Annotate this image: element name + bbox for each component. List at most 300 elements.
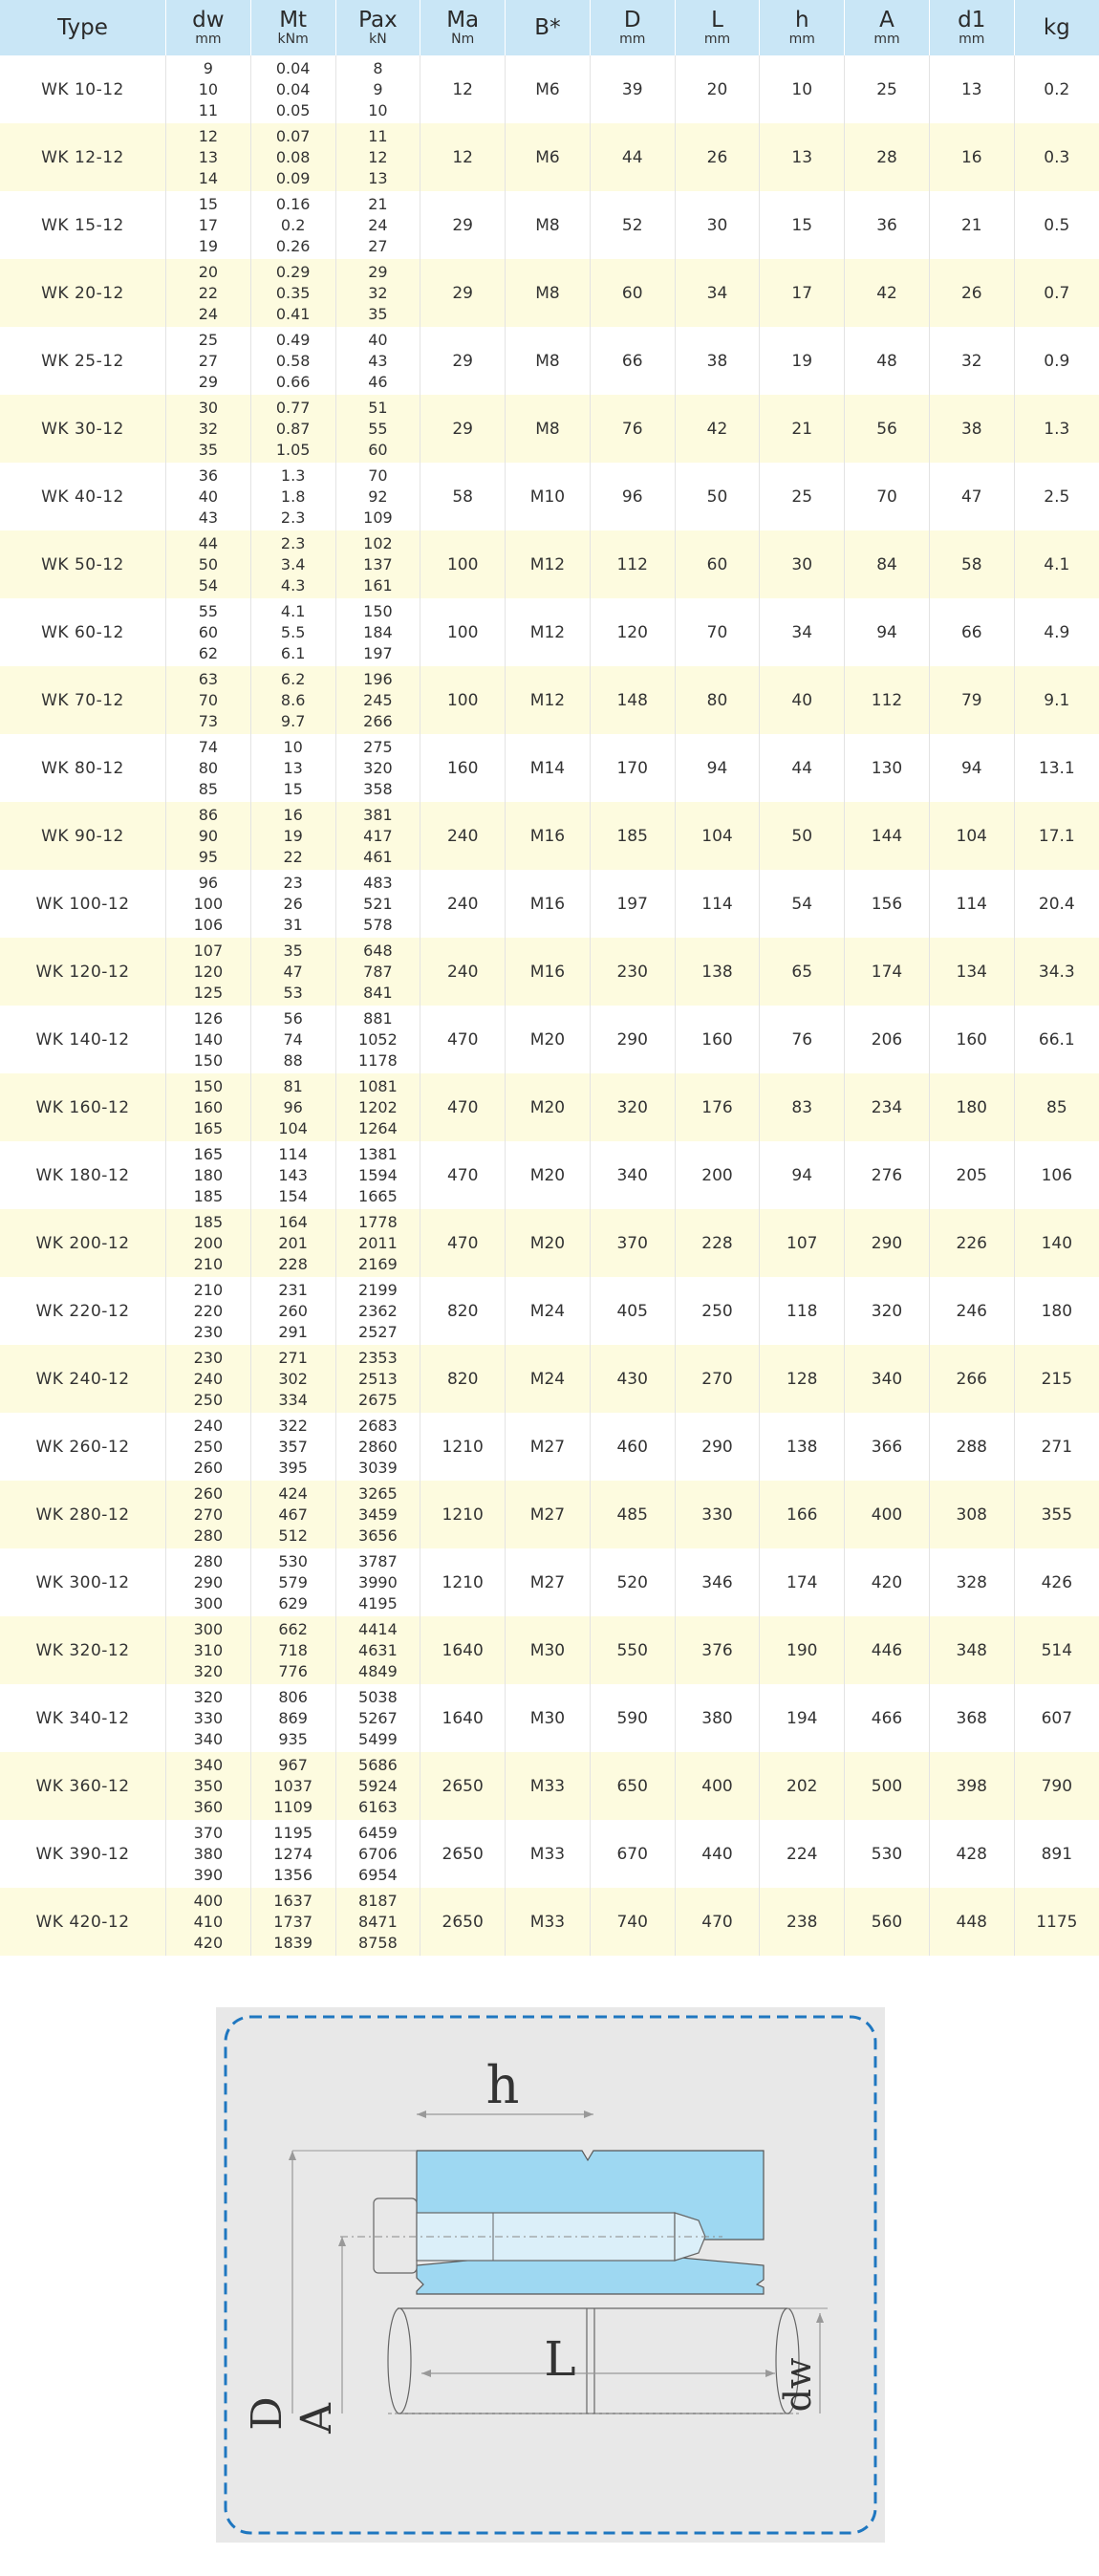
pax-cell-value: 29 (368, 262, 388, 281)
type-cell: WK 25-12 (0, 327, 166, 395)
d-cell: 520 (590, 1548, 675, 1616)
h-cell: 10 (760, 55, 845, 123)
d1-cell: 226 (929, 1209, 1014, 1277)
d-cell: 148 (590, 666, 675, 734)
header-unit: mm (873, 32, 900, 47)
a-cell: 42 (845, 259, 930, 327)
dw-cell-value: 63 (198, 669, 219, 688)
d1-cell: 26 (929, 259, 1014, 327)
pax-cell-value: 161 (363, 575, 393, 595)
dw-cell-value: 24 (198, 304, 219, 323)
pax-cell-value: 6459 (358, 1823, 398, 1842)
table-row (0, 463, 1099, 530)
dw-cell-value: 40 (198, 487, 219, 506)
table-row (0, 327, 1099, 395)
h-cell: 50 (760, 802, 845, 870)
kg-cell: 0.5 (1014, 191, 1099, 259)
type-cell: WK 420-12 (0, 1888, 166, 1956)
kg-cell: 66.1 (1014, 1006, 1099, 1073)
h-cell: 107 (760, 1209, 845, 1277)
header-label: h (794, 8, 809, 32)
d-cell: 670 (590, 1820, 675, 1888)
table-row (0, 530, 1099, 598)
mt-cell-value: 0.07 (275, 126, 311, 145)
l-cell: 200 (675, 1141, 760, 1209)
a-cell: 206 (845, 1006, 930, 1073)
kg-cell: 4.9 (1014, 598, 1099, 666)
pax-cell-value: 4195 (358, 1593, 398, 1613)
dw-cell-value: 27 (198, 351, 219, 370)
type-cell: WK 280-12 (0, 1481, 166, 1548)
pax-cell-value: 5686 (358, 1755, 398, 1774)
d-cell: 405 (590, 1277, 675, 1345)
d-cell: 430 (590, 1345, 675, 1413)
dw-cell-value: 180 (193, 1165, 224, 1184)
kg-cell: 2.5 (1014, 463, 1099, 530)
dw-cell-value: 95 (198, 847, 219, 866)
mt-cell-value: 114 (278, 1144, 308, 1163)
bolt-cell: M16 (506, 938, 591, 1006)
dw-cell (166, 327, 251, 395)
kg-cell: 271 (1014, 1413, 1099, 1481)
header-unit: mm (619, 32, 646, 47)
mt-cell (250, 1209, 335, 1277)
pax-cell-value: 6706 (358, 1844, 398, 1863)
dw-cell-value: 20 (198, 262, 219, 281)
mt-cell-value: 629 (278, 1593, 308, 1613)
ma-cell: 12 (420, 123, 506, 191)
kg-cell: 215 (1014, 1345, 1099, 1413)
dw-cell-value: 73 (198, 711, 219, 730)
header-cell (0, 0, 166, 55)
ma-cell: 12 (420, 55, 506, 123)
dw-cell-value: 220 (193, 1301, 224, 1320)
ma-cell: 100 (420, 598, 506, 666)
type-cell: WK 15-12 (0, 191, 166, 259)
l-cell: 228 (675, 1209, 760, 1277)
type-cell: WK 40-12 (0, 463, 166, 530)
table-row (0, 1752, 1099, 1820)
d1-cell: 16 (929, 123, 1014, 191)
dw-cell-value: 320 (193, 1661, 224, 1680)
pax-cell-value: 4414 (358, 1619, 398, 1638)
d-cell: 52 (590, 191, 675, 259)
mt-cell-value: 35 (283, 941, 303, 960)
pax-cell-value: 6163 (358, 1797, 398, 1816)
ma-cell: 58 (420, 463, 506, 530)
l-cell: 104 (675, 802, 760, 870)
pax-cell-value: 12 (368, 147, 388, 166)
a-cell: 446 (845, 1616, 930, 1684)
pax-cell-value: 8471 (358, 1912, 398, 1931)
pax-cell-value: 51 (368, 398, 388, 417)
dw-cell-value: 62 (198, 643, 219, 662)
bolt-cell: M8 (506, 191, 591, 259)
h-cell: 65 (760, 938, 845, 1006)
ma-cell: 1210 (420, 1548, 506, 1616)
dw-cell (166, 666, 251, 734)
bolt-cell: M30 (506, 1616, 591, 1684)
d1-cell: 180 (929, 1073, 1014, 1141)
header-label: kg (1043, 15, 1070, 40)
d-cell: 340 (590, 1141, 675, 1209)
d1-cell: 246 (929, 1277, 1014, 1345)
pax-cell-value: 787 (363, 962, 393, 981)
pax-cell (335, 734, 420, 802)
mt-cell-value: 579 (278, 1572, 308, 1591)
header-cell (335, 0, 420, 55)
bolt-cell: M10 (506, 463, 591, 530)
kg-cell: 1.3 (1014, 395, 1099, 463)
d-cell: 230 (590, 938, 675, 1006)
header-label: Ma (446, 8, 480, 32)
pax-cell (335, 938, 420, 1006)
l-cell: 470 (675, 1888, 760, 1956)
pax-cell-value: 266 (363, 711, 393, 730)
pax-cell-value: 320 (363, 758, 393, 777)
mt-cell-value: 10 (283, 737, 303, 756)
bolt-cell: M16 (506, 870, 591, 938)
mt-cell (250, 938, 335, 1006)
mt-cell-value: 0.16 (275, 194, 311, 213)
d1-cell: 266 (929, 1345, 1014, 1413)
type-cell: WK 50-12 (0, 530, 166, 598)
mt-cell (250, 666, 335, 734)
mt-cell-value: 201 (278, 1233, 308, 1252)
mt-cell-value: 19 (283, 826, 303, 845)
mt-cell-value: 0.87 (275, 419, 311, 438)
pax-cell (335, 1481, 420, 1548)
a-cell: 290 (845, 1209, 930, 1277)
a-cell: 130 (845, 734, 930, 802)
a-cell: 420 (845, 1548, 930, 1616)
dw-cell-value: 185 (193, 1212, 224, 1231)
pax-cell (335, 802, 420, 870)
table-row (0, 191, 1099, 259)
header-cell (420, 0, 506, 55)
mt-cell-value: 0.04 (275, 79, 311, 98)
bolt-cell: M20 (506, 1209, 591, 1277)
table-row (0, 870, 1099, 938)
d1-cell: 13 (929, 55, 1014, 123)
pax-cell-value: 358 (363, 779, 393, 798)
dw-cell-value: 260 (193, 1483, 224, 1503)
mt-cell-value: 143 (278, 1165, 308, 1184)
table-row (0, 395, 1099, 463)
mt-cell-value: 322 (278, 1416, 308, 1435)
bolt-cell: M20 (506, 1141, 591, 1209)
a-cell: 366 (845, 1413, 930, 1481)
mt-cell-value: 0.2 (280, 215, 306, 234)
dw-cell-value: 29 (198, 372, 219, 391)
dw-cell-value: 35 (198, 440, 219, 459)
l-cell: 60 (675, 530, 760, 598)
mt-cell-value: 4.1 (280, 601, 306, 620)
mt-cell-value: 154 (278, 1186, 308, 1205)
mt-cell-value: 88 (283, 1050, 303, 1070)
dw-cell-value: 126 (193, 1008, 224, 1028)
kg-cell: 0.3 (1014, 123, 1099, 191)
pax-cell-value: 8758 (358, 1933, 398, 1952)
bolt-cell: M12 (506, 598, 591, 666)
d1-cell: 32 (929, 327, 1014, 395)
dw-cell-value: 150 (193, 1076, 224, 1095)
kg-cell: 355 (1014, 1481, 1099, 1548)
header-label: d1 (958, 8, 986, 32)
table-row (0, 1413, 1099, 1481)
mt-cell-value: 31 (283, 915, 303, 934)
pax-cell-value: 2683 (358, 1416, 398, 1435)
a-cell: 530 (845, 1820, 930, 1888)
type-cell: WK 200-12 (0, 1209, 166, 1277)
pax-cell (335, 1209, 420, 1277)
mt-cell-value: 0.29 (275, 262, 311, 281)
pax-cell-value: 40 (368, 330, 388, 349)
h-cell: 15 (760, 191, 845, 259)
mt-cell (250, 1481, 335, 1548)
dw-cell (166, 395, 251, 463)
table-row (0, 1209, 1099, 1277)
dw-cell-value: 210 (193, 1254, 224, 1273)
d-cell: 290 (590, 1006, 675, 1073)
type-cell: WK 360-12 (0, 1752, 166, 1820)
l-cell: 270 (675, 1345, 760, 1413)
mt-cell (250, 1277, 335, 1345)
mt-cell-value: 271 (278, 1348, 308, 1367)
type-cell: WK 260-12 (0, 1413, 166, 1481)
mt-cell-value: 1.05 (275, 440, 311, 459)
l-cell: 176 (675, 1073, 760, 1141)
header-cell (845, 0, 930, 55)
d-cell: 76 (590, 395, 675, 463)
pax-cell-value: 2011 (358, 1233, 398, 1252)
pax-cell-value: 1381 (358, 1144, 398, 1163)
dw-cell-value: 200 (193, 1233, 224, 1252)
pax-cell-value: 10 (368, 100, 388, 119)
dw-cell-value: 55 (198, 601, 219, 620)
pax-cell (335, 1820, 420, 1888)
kg-cell: 790 (1014, 1752, 1099, 1820)
ma-cell: 2650 (420, 1752, 506, 1820)
a-cell: 56 (845, 395, 930, 463)
dw-cell (166, 530, 251, 598)
h-cell: 34 (760, 598, 845, 666)
mt-cell-value: 512 (278, 1526, 308, 1545)
dw-cell-value: 100 (193, 894, 224, 913)
pax-cell-value: 1202 (358, 1097, 398, 1116)
mt-cell-value: 1.8 (280, 487, 306, 506)
header-unit: mm (195, 32, 222, 47)
dw-cell (166, 802, 251, 870)
header-unit: kN (369, 32, 387, 47)
dw-cell-value: 120 (193, 962, 224, 981)
header-unit: mm (703, 32, 731, 47)
pax-cell-value: 2353 (358, 1348, 398, 1367)
dw-cell-value: 11 (198, 100, 219, 119)
header-unit: kNm (277, 32, 309, 47)
dw-cell-value: 86 (198, 805, 219, 824)
d-cell: 197 (590, 870, 675, 938)
dw-cell-value: 210 (193, 1280, 224, 1299)
dw-cell-value: 19 (198, 236, 219, 255)
kg-cell: 140 (1014, 1209, 1099, 1277)
mt-cell-value: 662 (278, 1619, 308, 1638)
mt-cell-value: 3.4 (280, 554, 306, 574)
mt-cell (250, 1752, 335, 1820)
h-cell: 25 (760, 463, 845, 530)
d1-cell: 47 (929, 463, 1014, 530)
mt-cell (250, 123, 335, 191)
dw-cell-value: 300 (193, 1593, 224, 1613)
l-cell: 80 (675, 666, 760, 734)
pax-cell-value: 461 (363, 847, 393, 866)
bolt-cell: M12 (506, 530, 591, 598)
ma-cell: 2650 (420, 1888, 506, 1956)
pax-cell-value: 2675 (358, 1390, 398, 1409)
pax-cell-value: 70 (368, 465, 388, 485)
bolt-cell: M27 (506, 1481, 591, 1548)
ma-cell: 29 (420, 327, 506, 395)
a-cell: 36 (845, 191, 930, 259)
dw-cell-value: 90 (198, 826, 219, 845)
bolt-cell: M16 (506, 802, 591, 870)
d-cell: 170 (590, 734, 675, 802)
dw-cell-value: 96 (198, 873, 219, 892)
bolt-cell: M33 (506, 1820, 591, 1888)
pax-cell-value: 5499 (358, 1729, 398, 1748)
mt-cell-value: 1195 (273, 1823, 312, 1842)
mt-cell-value: 2.3 (280, 508, 306, 527)
pax-cell-value: 137 (363, 554, 393, 574)
ma-cell: 470 (420, 1073, 506, 1141)
header-cell (166, 0, 251, 55)
ma-cell: 240 (420, 870, 506, 938)
bolt-cell: M6 (506, 55, 591, 123)
type-cell: WK 120-12 (0, 938, 166, 1006)
mt-cell-value: 104 (278, 1118, 308, 1137)
dw-cell-value: 330 (193, 1708, 224, 1727)
mt-cell-value: 1637 (273, 1891, 312, 1910)
kg-cell: 106 (1014, 1141, 1099, 1209)
pax-cell-value: 8 (373, 58, 383, 77)
bolt-cell: M33 (506, 1888, 591, 1956)
d1-cell: 114 (929, 870, 1014, 938)
mt-cell-value: 0.66 (275, 372, 311, 391)
mt-cell (250, 1073, 335, 1141)
pax-cell-value: 43 (368, 351, 388, 370)
kg-cell: 607 (1014, 1684, 1099, 1752)
bolt-cell: M8 (506, 259, 591, 327)
dw-cell (166, 259, 251, 327)
header-label: Mt (279, 8, 308, 32)
mt-cell-value: 16 (283, 805, 303, 824)
bolt-cell: M20 (506, 1006, 591, 1073)
dw-cell-value: 260 (193, 1458, 224, 1477)
dw-cell-value: 14 (198, 168, 219, 187)
dw-cell-value: 185 (193, 1186, 224, 1205)
d1-cell: 58 (929, 530, 1014, 598)
mt-cell-value: 8.6 (280, 690, 306, 709)
kg-cell: 891 (1014, 1820, 1099, 1888)
l-cell: 250 (675, 1277, 760, 1345)
mt-cell (250, 327, 335, 395)
d1-cell: 368 (929, 1684, 1014, 1752)
dw-cell (166, 1820, 251, 1888)
a-cell: 70 (845, 463, 930, 530)
pax-cell-value: 5038 (358, 1687, 398, 1706)
mt-cell-value: 260 (278, 1301, 308, 1320)
dw-cell (166, 1616, 251, 1684)
ma-cell: 470 (420, 1141, 506, 1209)
mt-cell (250, 598, 335, 666)
a-cell: 560 (845, 1888, 930, 1956)
mt-cell-value: 935 (278, 1729, 308, 1748)
bolt-cell: M8 (506, 395, 591, 463)
pax-cell-value: 245 (363, 690, 393, 709)
d1-cell: 104 (929, 802, 1014, 870)
mt-cell-value: 776 (278, 1661, 308, 1680)
mt-cell-value: 0.08 (275, 147, 311, 166)
d1-cell: 428 (929, 1820, 1014, 1888)
header-label: dw (192, 8, 225, 32)
pax-cell (335, 259, 420, 327)
table-row (0, 802, 1099, 870)
mt-cell-value: 96 (283, 1097, 303, 1116)
mt-cell-value: 395 (278, 1458, 308, 1477)
shaft-left-end (388, 2308, 411, 2414)
dw-cell-value: 320 (193, 1687, 224, 1706)
d-cell: 650 (590, 1752, 675, 1820)
a-cell: 112 (845, 666, 930, 734)
kg-cell: 17.1 (1014, 802, 1099, 870)
mt-cell-value: 0.35 (275, 283, 311, 302)
pax-cell-value: 2513 (358, 1369, 398, 1388)
a-cell: 466 (845, 1684, 930, 1752)
h-cell: 19 (760, 327, 845, 395)
l-cell: 94 (675, 734, 760, 802)
mt-cell-value: 81 (283, 1076, 303, 1095)
d-cell: 370 (590, 1209, 675, 1277)
ma-cell: 100 (420, 666, 506, 734)
pax-cell-value: 578 (363, 915, 393, 934)
h-cell: 166 (760, 1481, 845, 1548)
ma-cell: 470 (420, 1006, 506, 1073)
d1-cell: 38 (929, 395, 1014, 463)
pax-cell-value: 32 (368, 283, 388, 302)
dimension-l-label: L (544, 2331, 576, 2387)
d-cell: 485 (590, 1481, 675, 1548)
pax-cell-value: 6954 (358, 1865, 398, 1884)
header-cell (675, 0, 760, 55)
dw-cell-value: 85 (198, 779, 219, 798)
mt-cell-value: 4.3 (280, 575, 306, 595)
mt-cell (250, 1548, 335, 1616)
dw-cell-value: 250 (193, 1437, 224, 1456)
type-cell: WK 100-12 (0, 870, 166, 938)
l-cell: 114 (675, 870, 760, 938)
type-cell: WK 160-12 (0, 1073, 166, 1141)
dw-cell-value: 400 (193, 1891, 224, 1910)
kg-cell: 426 (1014, 1548, 1099, 1616)
pax-cell (335, 1413, 420, 1481)
l-cell: 70 (675, 598, 760, 666)
mt-cell (250, 1684, 335, 1752)
table-row (0, 1481, 1099, 1548)
table-row (0, 259, 1099, 327)
mt-cell-value: 228 (278, 1254, 308, 1273)
ma-cell: 100 (420, 530, 506, 598)
ma-cell: 1640 (420, 1684, 506, 1752)
